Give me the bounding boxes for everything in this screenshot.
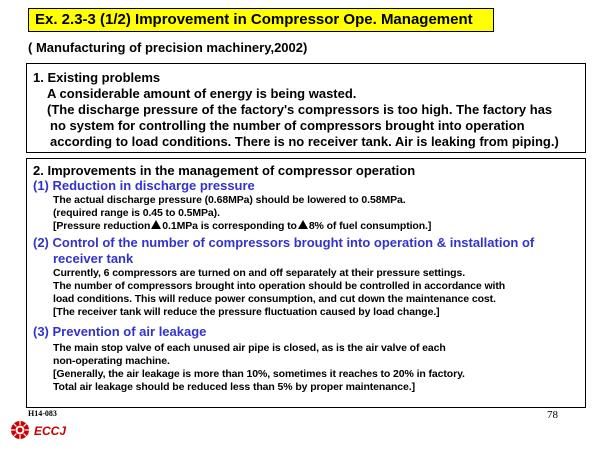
section-3-title: (3) Prevention of air leakage bbox=[33, 324, 207, 339]
problems-line: A considerable amount of energy is being wasted. bbox=[47, 86, 357, 101]
delta-icon bbox=[151, 220, 161, 229]
slide-title: Ex. 2.3-3 (1/2) Improvement in Compressor Ope. Management bbox=[28, 8, 494, 32]
problems-line: no system for controlling the number of compressors brought into operation bbox=[50, 118, 525, 133]
section-2-line: load conditions. This will reduce power consumption, and cut down the maintenance cost. bbox=[53, 293, 496, 305]
pressure-text-b: 0.1MPa is corresponding to bbox=[162, 220, 297, 232]
section-2-title: (2) Control of the number of compressors brought into operation & installation of bbox=[33, 235, 535, 250]
section-2-line: The number of compressors brought into operation should be controlled in accordance with bbox=[53, 280, 506, 292]
section-1-line: The actual discharge pressure (0.68MPa) should be lowered to 0.58MPa. bbox=[53, 194, 406, 206]
page-number: 78 bbox=[547, 409, 558, 421]
slide-subtitle: ( Manufacturing of precision machinery,2002) bbox=[28, 40, 308, 55]
section-3-line: The main stop valve of each unused air pipe is closed, as is the air valve of each bbox=[53, 342, 446, 354]
section-1-title: (1) Reduction in discharge pressure bbox=[33, 178, 255, 193]
improvements-heading: 2. Improvements in the management of compressor operation bbox=[33, 163, 416, 178]
section-3-line: Total air leakage should be reduced less than 5% by proper maintenance.] bbox=[53, 381, 415, 393]
pressure-text-a: [Pressure reduction bbox=[53, 220, 151, 232]
delta-icon bbox=[298, 220, 308, 229]
section-1-line: (required range is 0.45 to 0.5MPa). bbox=[53, 207, 220, 219]
problems-heading: 1. Existing problems bbox=[33, 70, 161, 85]
existing-problems-box bbox=[26, 63, 586, 153]
section-2-line: Currently, 6 compressors are turned on and off separately at their pressure settings. bbox=[53, 267, 466, 279]
problems-line: (The discharge pressure of the factory's compressors is too high. The factory has bbox=[47, 102, 553, 117]
section-2-line: [The receiver tank will reduce the pressure fluctuation caused by load change.] bbox=[53, 306, 440, 318]
section-2-title-cont: receiver tank bbox=[53, 251, 134, 266]
logo-text: ECCJ bbox=[34, 424, 67, 438]
section-3-line: [Generally, the air leakage is more than 10%, sometimes it reaches to 20% in factory. bbox=[53, 368, 465, 380]
pressure-text-c: 8% of fuel consumption.] bbox=[308, 220, 432, 232]
section-3-line: non-operating machine. bbox=[53, 355, 170, 367]
document-code: H14-083 bbox=[28, 409, 57, 418]
problems-line: according to load conditions. There is no receiver tank. Air is leaking from piping.) bbox=[50, 134, 559, 149]
section-1-line bbox=[27, 220, 585, 233]
problems-content bbox=[27, 64, 585, 150]
improvements-box bbox=[26, 158, 586, 408]
